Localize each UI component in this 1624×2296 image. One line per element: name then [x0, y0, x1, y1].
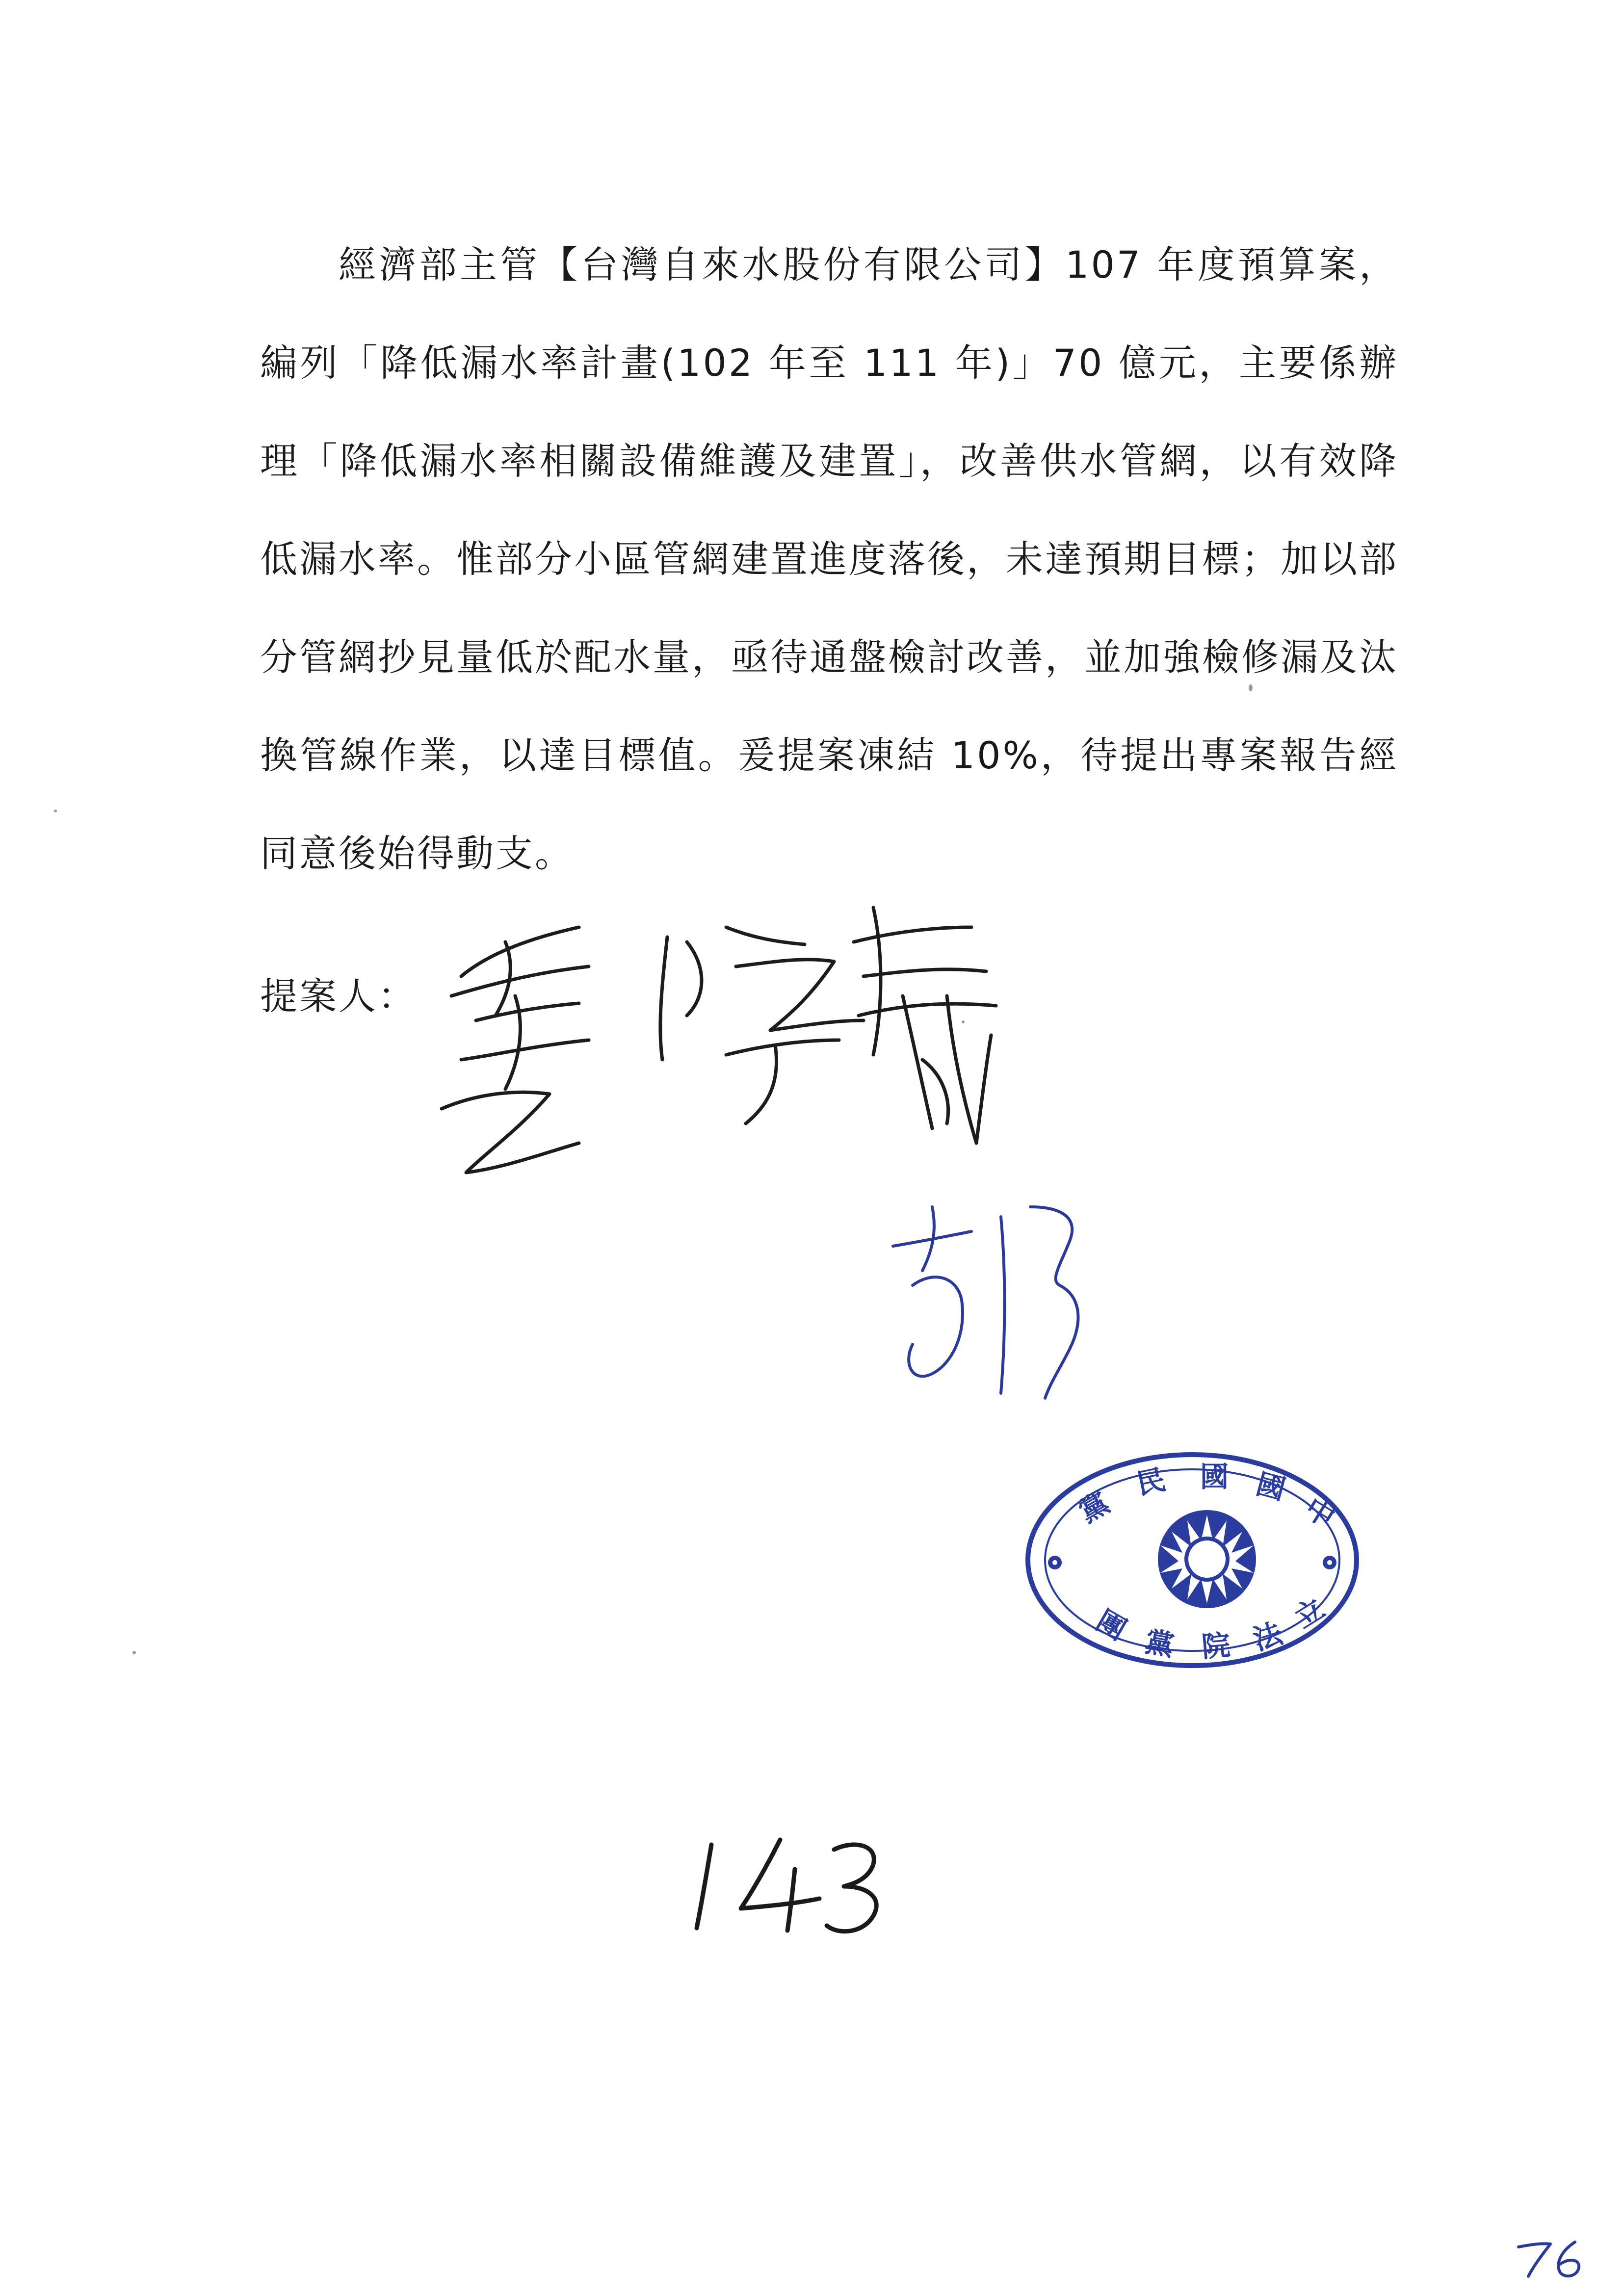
page-mark-76 [1511, 2237, 1590, 2281]
signature-main [432, 898, 1030, 1202]
svg-text:國: 國 [1200, 1460, 1229, 1493]
svg-text:法: 法 [1249, 1616, 1286, 1657]
svg-text:國: 國 [1253, 1467, 1289, 1507]
proposer-label: 提案人： [260, 974, 417, 1018]
svg-text:中: 中 [1299, 1490, 1341, 1535]
svg-text:院: 院 [1200, 1628, 1232, 1664]
scan-speck [132, 1651, 136, 1654]
proposal-paragraph: 經濟部主管【台灣自來水股份有限公司】107 年度預算案，編列「降低漏水率計畫(102 年至 111 年)」70 億元，主要係辦理「降低漏水率相關設備維護及建置」，改善供水管網，以有效降低漏水率。惟部分小區管網建置進度落後，未達預期目標；加以部分管網抄見量低於配水量，亟待通盤檢討改善，並加強檢修漏及汰換管線作業，以達目標值。爰提案凍結 10%，待提出專案報告經同意後始得動支。 [260, 243, 1398, 875]
svg-text:黨: 黨 [1073, 1486, 1115, 1529]
scan-speck [962, 1020, 965, 1023]
caucus-stamp [1021, 1447, 1364, 1673]
svg-text:民: 民 [1133, 1462, 1169, 1501]
signature-second [883, 1187, 1158, 1433]
scan-speck [1249, 684, 1253, 691]
scan-speck [54, 809, 57, 812]
svg-text:團: 團 [1090, 1603, 1132, 1647]
svg-text:黨: 黨 [1143, 1624, 1177, 1663]
svg-text:立: 立 [1288, 1591, 1331, 1635]
sun-emblem-icon [1158, 1510, 1256, 1608]
handwritten-number-143 [677, 1825, 893, 1943]
